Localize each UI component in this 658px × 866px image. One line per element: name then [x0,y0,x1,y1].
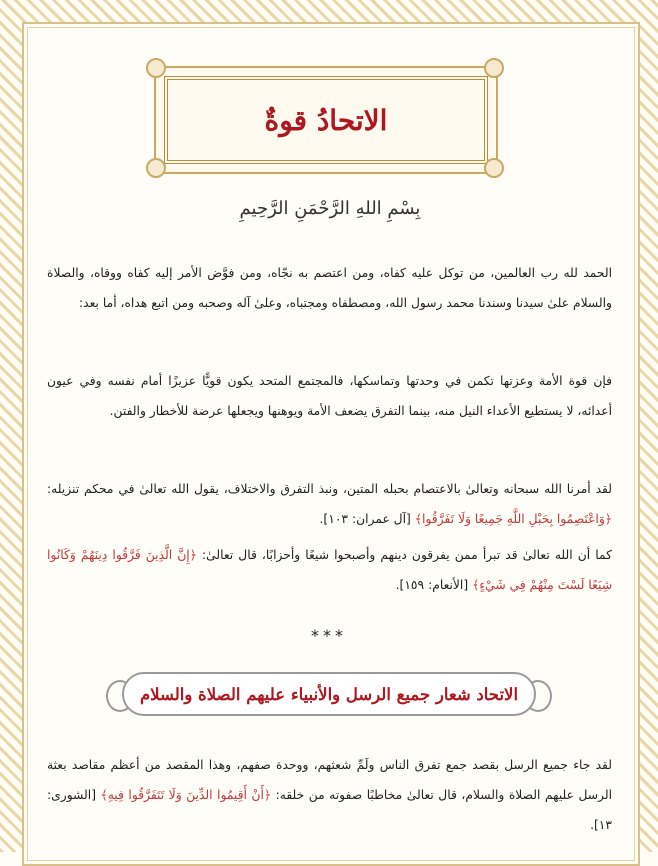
title-frame [154,66,498,174]
paragraph-text: لقد جاء جميع الرسل بقصد جمع تفرق الناس ولَمِّ شعثهم، ووحدة صفهم، وهذا المقصد من أعظم مقاصد بعثة الرسل عليهم الصلاة والسلام، قال تعالىٰ مخاطبًا صفوته من خلقه: [47,758,613,802]
title-inner [164,76,488,164]
paragraph-text: لقد أمرنا الله سبحانه وتعالىٰ بالاعتصام بحبله المتين، ونبذ التفرق والاختلاف، يقول الله تعالىٰ في محكم تنزيله: [47,482,612,496]
corner-ornament-icon [484,58,504,78]
corner-ornament-icon [146,158,166,178]
section-paragraph-1 [47,750,612,840]
section-separator: *** [311,626,347,645]
section-banner [104,660,554,728]
quran-verse: ﴿أَنْ أَقِيمُوا الدِّينَ وَلَا تَتَفَرَّقُوا فِيهِ﴾ [100,788,272,802]
quran-verse: ﴿إِنَّ الَّذِينَ فَرَّقُوا دِينَهُمْ وَكَانُوا شِيَعًا لَسْتَ مِنْهُمْ فِي شَيْءٍ﴾ [47,548,612,592]
basmala: بِسْمِ اللهِ الرَّحْمَنِ الرَّحِيمِ [239,198,421,219]
verse-reference: [الشورى: ١٣]. [47,788,612,832]
corner-ornament-icon [146,58,166,78]
intro-paragraph-2: فإن قوة الأمة وعزتها تكمن في وحدتها وتماسكها، فالمجتمع المتحد يكون قويًّا عزيزًا أمام نفسه وفي عيون أعدائه، لا يستطيع الأعداء النيل منه، بينما التفرق يضعف الأمة ويوهنها ويجعلها عرضة للأخطار والفتن. [47,374,612,418]
intro-paragraph-1: الحمد لله رب العالمين، من توكل عليه كفاه، ومن اعتصم به نجّاه، ومن فوَّض الأمر إليه كفاه ووقاه، والصلاة والسلام علىٰ سيدنا وسندنا محمد رسول الله، ومصطفاه ومجتباه، وعلىٰ آله وصحبه ومن اتبع هداه، أما بعد: [47,266,612,310]
paragraph-text: كما أن الله تعالىٰ قد تبرأ ممن يفرقون دينهم وأصبحوا شيعًا وأحزابًا، قال تعالىٰ: [196,548,612,562]
banner-inner [122,672,536,716]
verse-reference: [آل عمران: ١٠٣]. [319,512,415,526]
quran-verse: ﴿وَاعْتَصِمُوا بِحَبْلِ اللَّهِ جَمِيعًا وَلَا تَفَرَّقُوا﴾ [414,512,612,526]
verse-reference: [الأنعام: ١٥٩]. [395,578,473,592]
section-heading: الاتحاد شعار جميع الرسل والأنبياء عليهم الصلاة والسلام [139,684,519,704]
intro-paragraph-4 [47,540,612,600]
corner-ornament-icon [484,158,504,178]
page-title: الاتحادُ قوةٌ [264,103,388,137]
intro-paragraph-3 [47,474,612,534]
